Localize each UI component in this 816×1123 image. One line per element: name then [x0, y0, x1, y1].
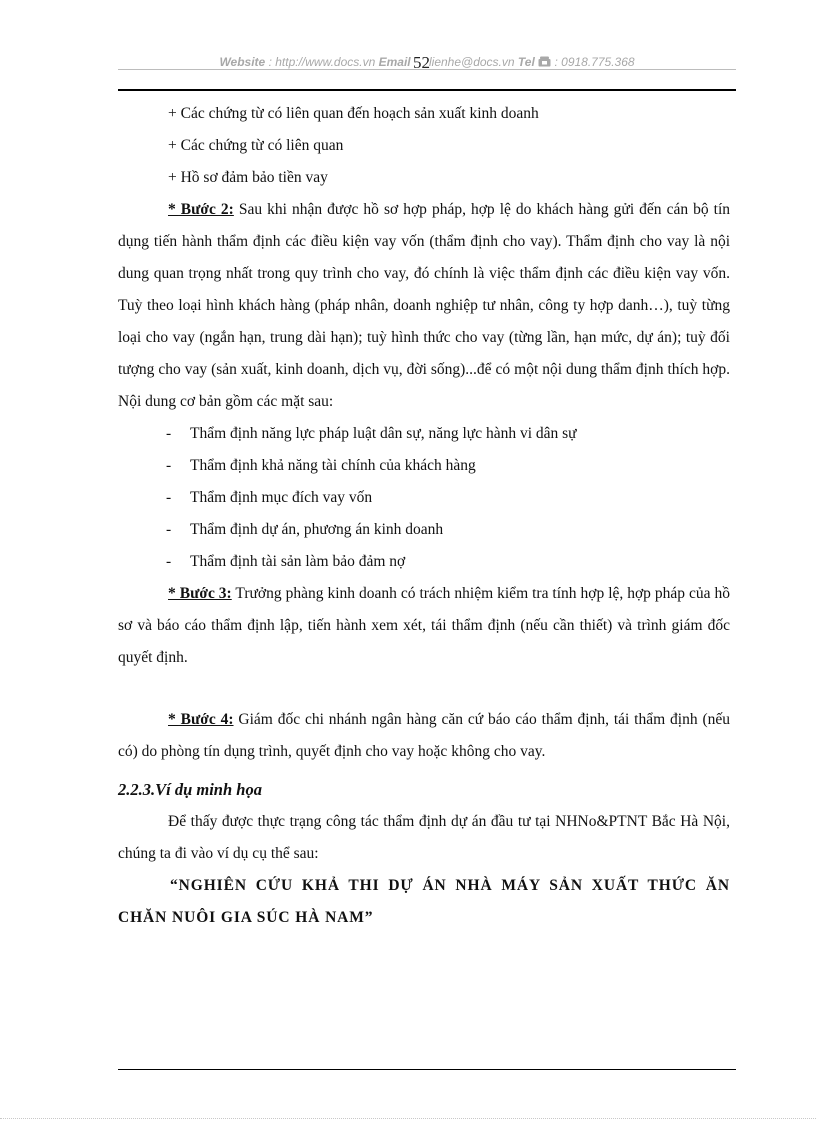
- step4-text: Giám đốc chi nhánh ngân hàng căn cứ báo cáo thẩm định, tái thẩm định (nếu có) do phòng tín dụng trình, quyết định cho vay hoặc không cho vay.: [118, 711, 731, 760]
- dash-bullet: -: [166, 425, 172, 442]
- dash-bullet: -: [166, 457, 172, 474]
- paragraph-gap: [118, 674, 730, 704]
- dash-bullet: -: [166, 489, 172, 506]
- step3-text: Trưởng phàng kinh doanh có trách nhiệm kiểm tra tính hợp lệ, hợp pháp của hồ sơ và báo cáo thẩm định lập, tiến hành xem xét, tái thẩm định (nếu cần thiết) và trình giám đốc quyết định.: [118, 585, 731, 666]
- phone-icon: [538, 56, 551, 70]
- email-address: lienhe@docs.vn: [428, 55, 518, 69]
- step3-label: * Bước 3:: [168, 585, 232, 602]
- section-heading: 2.2.3.Ví dụ minh họa: [118, 780, 262, 799]
- dash-bullet: -: [166, 553, 172, 570]
- dash-bullet: -: [166, 521, 172, 538]
- list-item: [118, 482, 730, 514]
- step4-paragraph: [118, 704, 730, 768]
- intro-paragraph: Để thấy được thực trạng công tác thẩm định dự án đầu tư tại NHNo&PTNT Bắc Hà Nội, chúng ta đi vào ví dụ cụ thể sau:: [118, 813, 730, 862]
- page-number: 52: [412, 53, 430, 72]
- project-title: “NGHIÊN CỨU KHẢ THI DỰ ÁN NHÀ MÁY SẢN XUẤT THỨC ĂN CHĂN NUÔI GIA SÚC HÀ NAM”: [118, 877, 730, 926]
- list-item-text: Thẩm định năng lực pháp luật dân sự, năng lực hành vi dân sự: [190, 425, 577, 442]
- step4-label: * Bước 4:: [168, 711, 234, 728]
- list-item-text: Thẩm định tài sản làm bảo đảm nợ: [190, 553, 406, 570]
- list-item-text: Thẩm định dự án, phương án kinh doanh: [190, 521, 444, 538]
- step2-text: Sau khi nhận được hồ sơ hợp pháp, hợp lệ do khách hàng gửi đến cán bộ tín dụng tiến hành thẩm định các điều kiện vay vốn (thẩm định cho vay). Thẩm định cho vay là nội dung quan trọng nhất trong quy trình cho vay, đó chính là việc thẩm định các điều kiện vay vốn. Tuỳ theo loại hình khách hàng (pháp nhân, doanh nghiệp tư nhân, công ty hợp danh…), tuỳ từng loại cho vay (ngắn hạn, trung dài hạn); tuỳ hình thức cho vay (từng lần, hạn mức, dự án); tuỳ đối tượng cho vay (sản xuất, kinh doanh, dịch vụ, đời sống)...để có một nội dung thẩm định thích hợp. Nội dung cơ bản gồm các mặt sau:: [118, 201, 731, 410]
- top-rule: [118, 89, 736, 91]
- step2-paragraph: [118, 194, 730, 418]
- document-body: [118, 98, 730, 934]
- plus-item: + Hồ sơ đảm bảo tiền vay: [168, 169, 328, 186]
- plus-item: + Các chứng từ có liên quan: [168, 137, 344, 154]
- list-item: [118, 546, 730, 578]
- page-edge: [0, 1118, 816, 1119]
- email-label: Email: [378, 55, 411, 69]
- step2-label: * Bước 2:: [168, 201, 234, 218]
- tel-number: : 0918.775.368: [551, 55, 635, 69]
- list-item: [118, 450, 730, 482]
- website-url: : http://www.docs.vn: [265, 55, 379, 69]
- plus-item: + Các chứng từ có liên quan đến hoạch sản xuất kinh doanh: [168, 105, 539, 122]
- list-item: [118, 514, 730, 546]
- list-item: [118, 418, 730, 450]
- list-item-text: Thẩm định mục đích vay vốn: [190, 489, 373, 506]
- bottom-rule: [118, 1069, 736, 1070]
- step3-paragraph: [118, 578, 730, 674]
- list-item-text: Thẩm định khả năng tài chính của khách hàng: [190, 457, 476, 474]
- tel-label: Tel: [517, 55, 535, 69]
- page-header: [118, 51, 736, 70]
- website-label: Website: [219, 55, 266, 69]
